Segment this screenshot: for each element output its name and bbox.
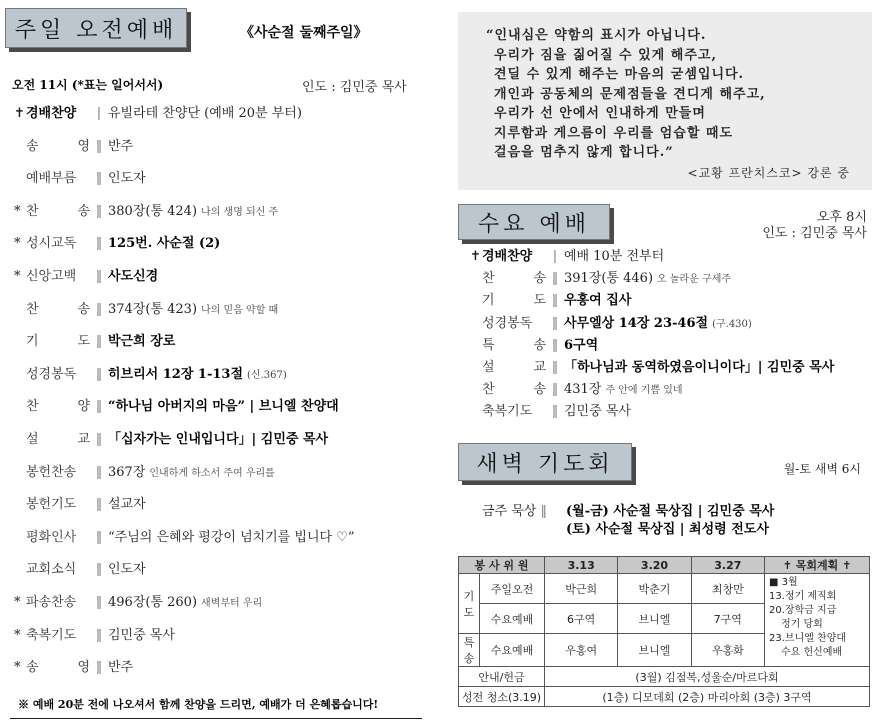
list-item [14, 269, 158, 285]
quote-box [458, 12, 872, 190]
quote-line: 걸음을 멈추지 않게 합니다.” [494, 145, 674, 160]
item-label: 경배찬양 [26, 106, 77, 121]
sunday-footer-note: ※ 예배 20분 전에 나오셔서 함께 찬양을 드리면, 예배가 더 은혜롭습니다! [18, 698, 379, 711]
table-cell: 브니엘 [618, 604, 691, 634]
item-note: (신.367) [247, 369, 287, 381]
item-content: 6구역 [564, 337, 599, 353]
item-label: 봉헌찬송 [26, 464, 77, 480]
item-separator: ‖ [95, 660, 103, 676]
clean-label: 성전 청소(3.19) [459, 687, 545, 707]
dawn-label: 금주 묵상 ‖ [482, 504, 548, 519]
item-separator: ‖ [95, 334, 103, 350]
item-label: 파송찬송 [26, 595, 77, 610]
item-content: 사도신경 [108, 269, 159, 284]
clean-value: (1층) 디모데회 (2층) 마리아회 (3층) 3구역 [545, 687, 870, 707]
item-content: 431장 [564, 382, 602, 398]
sunday-leader: 인도 : 김민중 목사 [302, 80, 407, 95]
item-note: 새벽부터 우리 [201, 598, 263, 609]
quote-line: “인내심은 약함의 표시가 아닙니다. [486, 28, 707, 43]
item-mark: * [14, 660, 21, 676]
dawn-title-box [458, 443, 632, 481]
item-separator: ‖ [95, 399, 103, 415]
item-separator: ‖ [551, 271, 559, 287]
item-content: 반주 [108, 138, 134, 154]
item-separator: ‖ [95, 562, 103, 578]
item-content: 인도자 [108, 562, 146, 578]
item-label: 축복기도 [482, 404, 533, 420]
item-content: 391장(통 446) [564, 271, 654, 287]
table-row [459, 687, 870, 707]
item-content: 「하나님과 동역하였음이니이다」| 김민중 목사 [564, 360, 835, 375]
table-cell: 우홍화 [691, 634, 764, 667]
list-item [14, 139, 133, 155]
item-content: 367장 [108, 464, 146, 480]
wednesday-leader: 인도 : 김민중 목사 [762, 226, 867, 241]
table-header-cell: 봉 사 위 원 [459, 557, 545, 574]
item-separator: ‖ [551, 382, 559, 398]
table-cell: 박춘기 [618, 574, 691, 604]
item-label: 예배부름 [26, 171, 77, 187]
plan-line: 13.정기 제직회 [769, 591, 837, 602]
plan-cell [765, 574, 870, 667]
item-note: 인내하게 하소서 주여 우리를 [149, 467, 275, 479]
item-content: 인도자 [108, 171, 146, 187]
item-mark: * [14, 203, 21, 219]
table-side-label: 특송 [459, 634, 480, 667]
item-label: 찬 송 [482, 382, 546, 398]
item-separator: ‖ [95, 529, 103, 545]
item-label: 봉헌기도 [26, 497, 77, 513]
table-side-label: 기도 [459, 574, 480, 634]
item-separator: ‖ [95, 366, 103, 382]
item-note: 오 놀라운 구세주 [657, 274, 732, 286]
table-row [459, 667, 870, 687]
quote-line: 견딜 수 있게 해주는 마음의 굳셈입니다. [494, 67, 745, 82]
table-cell: 주일오전 [480, 574, 545, 604]
quote-line: 지루함과 게으름이 우리를 엄습할 때도 [494, 125, 734, 141]
list-item [14, 595, 262, 612]
list-item [14, 236, 220, 252]
item-content: 우홍여 집사 [564, 293, 632, 309]
item-separator: ‖ [551, 315, 559, 331]
item-content: 496장(통 260) [108, 595, 198, 610]
item-content: 김민중 목사 [108, 627, 175, 643]
item-content: 380장(통 424) [108, 203, 198, 219]
table-cell: 박근희 [545, 574, 618, 604]
wednesday-title-box [458, 204, 610, 240]
item-label: 설 교 [482, 360, 546, 375]
item-separator: ‖ [95, 497, 103, 513]
quote-line: 우리가 선 안에서 인내하게 만들며 [494, 106, 706, 121]
item-content: 히브리서 12장 1-13절 [108, 366, 244, 382]
list-item [470, 404, 631, 420]
table-cell: 수요예배 [480, 604, 545, 634]
wednesday-title: 수요 예배 [477, 211, 590, 237]
item-content: 사무엘상 14장 23-46절 [564, 315, 709, 331]
list-item [14, 367, 287, 384]
list-item [14, 660, 133, 676]
service-duty-table [458, 556, 870, 707]
item-content: 박근희 장로 [108, 334, 176, 350]
plan-line: 정기 당회 [781, 619, 823, 630]
table-cell: 최창만 [691, 574, 764, 604]
item-label: 평화인사 [26, 529, 77, 545]
item-mark: * [14, 595, 21, 610]
item-content: “하나님 아버지의 마음” | 브니엘 찬양대 [108, 399, 339, 415]
sunday-service-title-box [5, 8, 187, 48]
guide-value: (3월) 김점복,성울순/마르다회 [545, 667, 870, 687]
table-header-cell: 3.13 [545, 557, 618, 574]
item-note: 주 안에 기쁨 있네 [605, 385, 683, 397]
dawn-time: 월-토 새벽 6시 [783, 462, 861, 476]
table-header-cell: 3.20 [618, 557, 691, 574]
item-separator: ‖ [95, 138, 103, 154]
table-cell: 7구역 [691, 604, 764, 634]
item-separator: ‖ [95, 432, 103, 447]
item-label: 경배찬양 [482, 249, 533, 264]
wednesday-time: 오후 8시 [816, 210, 867, 225]
quote-line: 우리가 짐을 짊어질 수 있게 해주고, [494, 47, 717, 63]
item-content: 125번. 사순절 (2) [108, 236, 221, 252]
table-header-cell: 3.27 [691, 557, 764, 574]
table-cell: 수요예배 [480, 634, 545, 667]
item-content: 예배 10분 전부터 [564, 249, 665, 264]
item-note: 나의 믿음 약할 때 [201, 304, 279, 316]
sunday-time: 오전 11시 (*표는 일어서서) [12, 78, 164, 92]
item-content: “주님의 은혜와 평강이 넘치기를 빕니다 ♡” [108, 529, 355, 545]
plan-line: ■ 3월 [769, 577, 798, 588]
footer-divider [10, 718, 422, 719]
guide-label: 안내/헌금 [459, 667, 545, 687]
item-mark: * [14, 627, 21, 643]
item-label: 찬 송 [26, 301, 90, 317]
list-item [14, 562, 146, 578]
item-separator: ‖ [95, 301, 103, 317]
item-separator: ‖ [95, 203, 103, 219]
item-mark: ✝ [470, 249, 481, 264]
list-item [470, 360, 834, 376]
item-label: 성경봉독 [26, 366, 77, 382]
list-item [470, 382, 683, 399]
item-content: 설교자 [108, 497, 146, 513]
list-item [14, 204, 278, 221]
item-label: 신앙고백 [26, 269, 77, 284]
list-item [14, 432, 328, 448]
item-label: 성시교독 [26, 236, 77, 252]
sunday-service-title: 주일 오전예배 [14, 17, 178, 43]
dawn-line-2: (토) 사순절 묵상집 | 최성령 전도사 [566, 522, 769, 537]
item-content: 「십자가는 인내입니다」| 김민중 목사 [108, 432, 329, 447]
plan-line: 20.장학금 지급 [769, 605, 837, 616]
item-label: 기 도 [482, 293, 546, 309]
item-label: 기 도 [26, 334, 90, 350]
item-label: 찬 양 [26, 399, 90, 415]
quote-line: 개인과 공동체의 문제점들을 견디게 해주고, [494, 86, 766, 102]
item-label: 특 송 [482, 337, 546, 353]
item-separator: ‖ [551, 404, 559, 420]
item-mark: * [14, 236, 21, 252]
item-label: 성경봉독 [482, 315, 533, 331]
item-content: 유빌라테 찬양단 (예배 20분 부터) [108, 106, 302, 121]
item-separator: | [96, 106, 102, 121]
item-separator: ‖ [551, 293, 559, 309]
list-item [14, 302, 278, 319]
table-cell: 브니엘 [618, 634, 691, 667]
plan-line: 23.브니엘 찬양대 [769, 633, 847, 644]
table-row [459, 574, 870, 604]
item-separator: ‖ [95, 627, 103, 643]
item-mark: * [14, 269, 21, 284]
item-mark: ✝ [14, 106, 25, 121]
list-item [14, 465, 275, 482]
item-separator: ‖ [95, 595, 103, 610]
quote-source: <교황 프란치스코> 강론 중 [687, 166, 850, 180]
list-item [14, 171, 146, 187]
table-header-row [459, 557, 870, 574]
item-content: 반주 [108, 660, 134, 676]
list-item [14, 106, 302, 122]
item-label: 찬 송 [482, 271, 546, 287]
item-label: 송 영 [26, 660, 90, 676]
list-item [470, 271, 731, 288]
table-cell: 6구역 [545, 604, 618, 634]
sunday-subtitle: 《사순절 둘째주일》 [240, 25, 368, 41]
list-item [14, 628, 175, 644]
item-separator: ‖ [95, 171, 103, 187]
item-label: 교회소식 [26, 562, 77, 578]
list-item [14, 530, 355, 546]
item-separator: ‖ [95, 269, 103, 284]
table-cell: 우홍여 [545, 634, 618, 667]
list-item [470, 293, 631, 309]
list-item [14, 399, 339, 415]
list-item [14, 497, 146, 513]
dawn-title: 새벽 기도회 [476, 451, 614, 477]
item-label: 송 영 [26, 138, 90, 154]
list-item [14, 334, 175, 350]
item-separator: ‖ [95, 464, 103, 480]
table-header-cell: ✝ 목회계획 ✝ [765, 557, 870, 574]
item-separator: | [552, 249, 558, 264]
item-note: (구.430) [712, 318, 752, 330]
item-content: 김민중 목사 [564, 404, 631, 420]
list-item [470, 316, 752, 333]
item-separator: ‖ [551, 360, 559, 375]
item-separator: ‖ [551, 337, 559, 353]
list-item [470, 338, 598, 354]
item-content: 374장(통 423) [108, 301, 198, 317]
dawn-line-1: (월-금) 사순절 묵상집 | 김민중 목사 [566, 504, 775, 519]
item-label: 찬 송 [26, 203, 90, 219]
item-separator: ‖ [95, 236, 103, 252]
item-label: 설 교 [26, 432, 90, 447]
item-label: 축복기도 [26, 627, 77, 643]
item-note: 나의 생명 되신 주 [201, 206, 279, 218]
list-item [470, 249, 664, 265]
plan-line: 수요 헌신예배 [781, 647, 843, 658]
